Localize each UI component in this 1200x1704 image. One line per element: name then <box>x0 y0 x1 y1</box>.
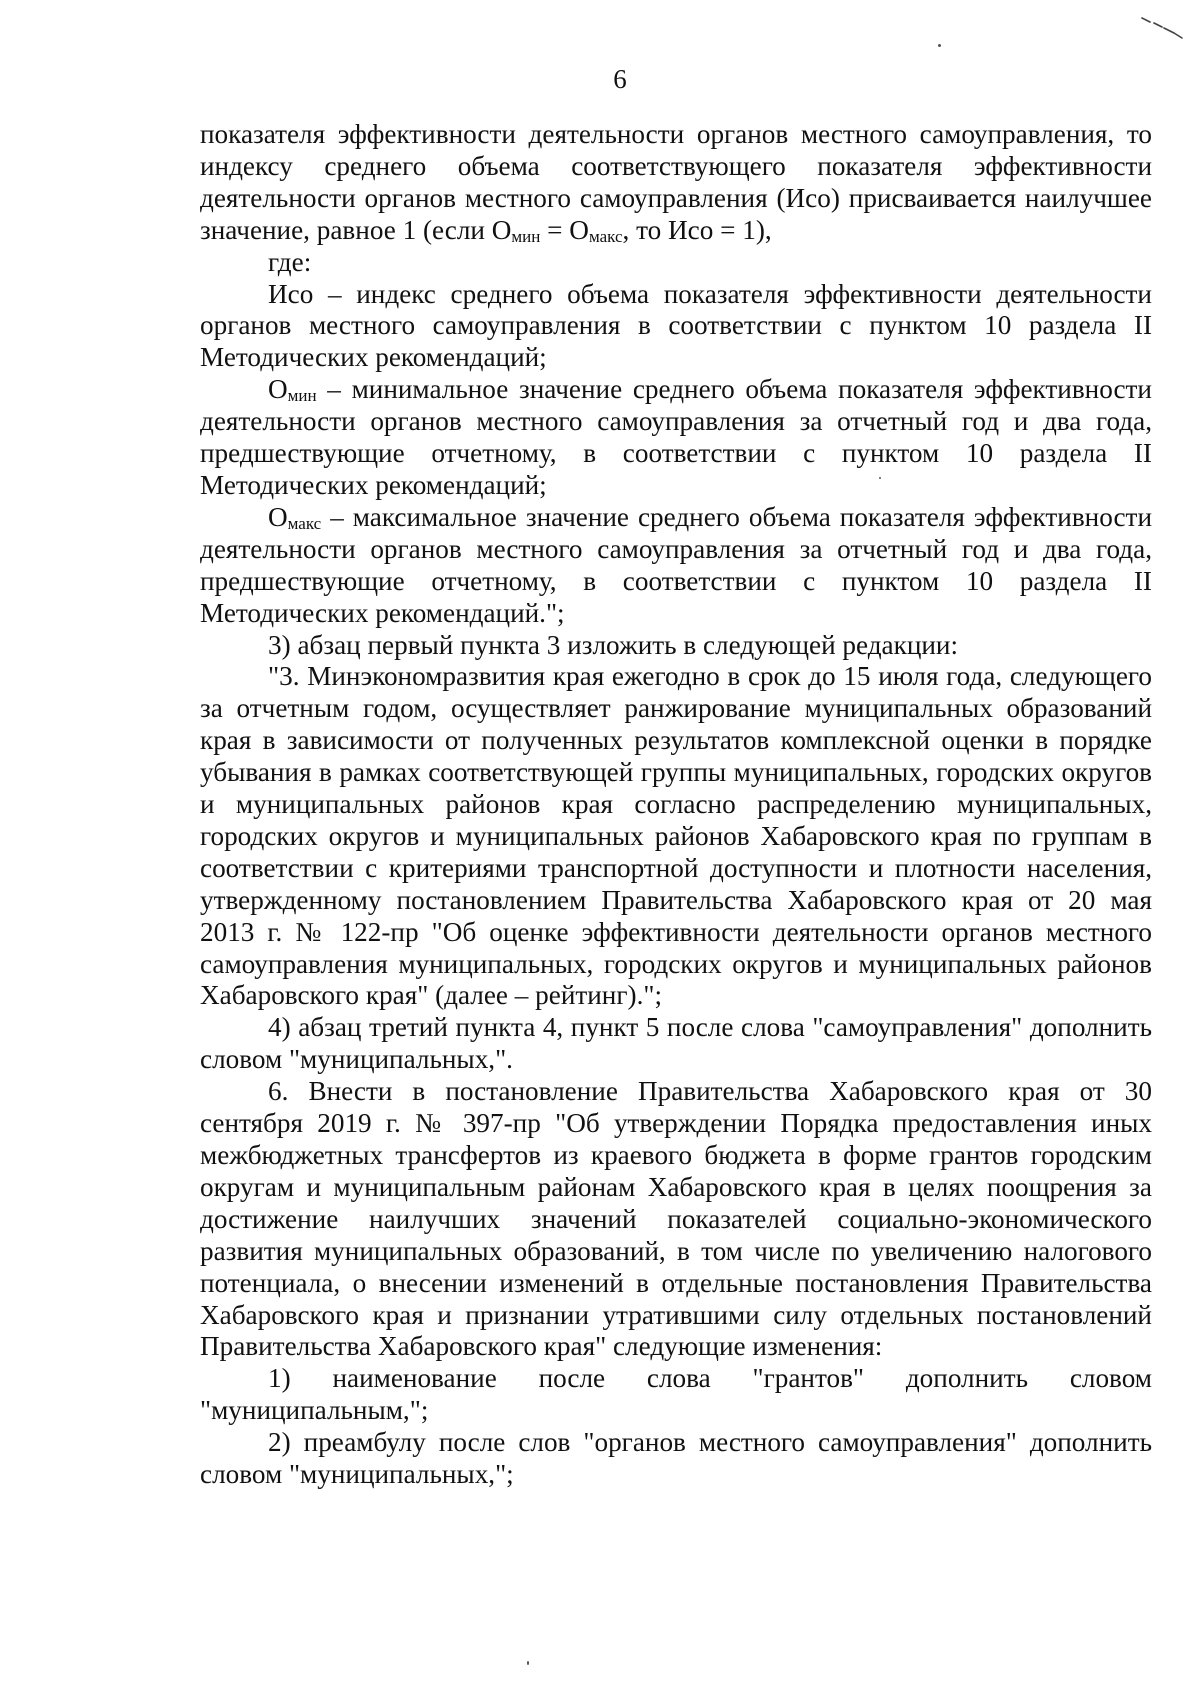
paragraph-omin-definition: $О_{мин}$ – минимальное значение среднего объема показателя эффективности деятельности органов местного самоуправления за отчетный год и два года, предшествующие отчетному, в соответствии с пунктом 10 раздела II Методических рекомендаций; <box>200 374 1152 500</box>
paragraph-item-4: 4) абзац третий пункта 4, пункт 5 после слова "самоуправления" дополнить словом "муниципальных,". <box>200 1012 1152 1075</box>
document-body <box>200 119 1152 1491</box>
scan-speck <box>527 1661 529 1665</box>
paragraph-item-3: 3) абзац первый пункта 3 изложить в следующей редакции: <box>268 629 959 660</box>
paragraph-subitem-2: 2) преамбулу после слов "органов местного самоуправления" дополнить словом "муниципальных,"; <box>200 1427 1152 1490</box>
scan-speck <box>938 44 941 47</box>
paragraph-ranking-text: "3. Минэкономразвития края ежегодно в срок до 15 июля года, следующего за отчетным годом, осуществляет ранжирование муниципальных образований края в зависимости от полученных результатов комплексной оценки в порядке убывания в рамках соответствующей группы муниципальных, городских округов и муниципальных районов края согласно распределению муниципальных, городских округов и муниципальных районов Хабаровского края по группам в соответствии с критериями транспортной доступности и плотности населения, утвержденному постановлением Правительства Хабаровского края от 20 мая 2013 г. № 122-пр "Об оценке эффективности деятельности органов местного самоуправления муниципальных, городских округов и муниципальных районов Хабаровского края" (далее – рейтинг)."; <box>200 661 1152 1011</box>
paragraph-where: где: <box>268 246 312 277</box>
paragraph-section-6: 6. Внести в постановление Правительства Хабаровского края от 30 сентября 2019 г. № 397-пр "Об утверждении Порядка предоставления иных межбюджетных трансфертов из краевого бюджета в форме грантов городским округам и муниципальным районам Хабаровского края в целях поощрения за достижение наилучших значений показателей социально-экономического развития муниципальных образований, в том числе по увеличению налогового потенциала, о внесении изменений в отдельные постановления Правительства Хабаровского края и признании утратившими силу отдельных постановлений Правительства Хабаровского края" следующие изменения: <box>200 1076 1152 1362</box>
paragraph-omax-definition: $О_{макс}$ – максимальное значение среднего объема показателя эффективности деятельности органов местного самоуправления за отчетный год и два года, предшествующие отчетному, в соответствии с пунктом 10 раздела II Методических рекомендаций."; <box>200 501 1152 628</box>
paragraph-iso-definition: Исо – индекс среднего объема показателя эффективности деятельности органов местного самоуправления в соответствии с пунктом 10 раздела II Методических рекомендаций; <box>200 278 1152 373</box>
paragraph-continuation: показателя эффективности деятельности органов местного самоуправления, то индексу среднего объема соответствующего показателя эффективности деятельности органов местного самоуправления (Исо) присваивается наилучшее значение, равное 1 (если $О_{мин} = О_{макс}$, то Исо = 1), <box>200 119 1152 246</box>
scan-artifact-icon <box>1140 14 1186 40</box>
paragraph-subitem-1: 1) наименование после слова "грантов" дополнить словом "муниципальным,"; <box>200 1363 1152 1426</box>
page-number: 6 <box>613 64 627 94</box>
